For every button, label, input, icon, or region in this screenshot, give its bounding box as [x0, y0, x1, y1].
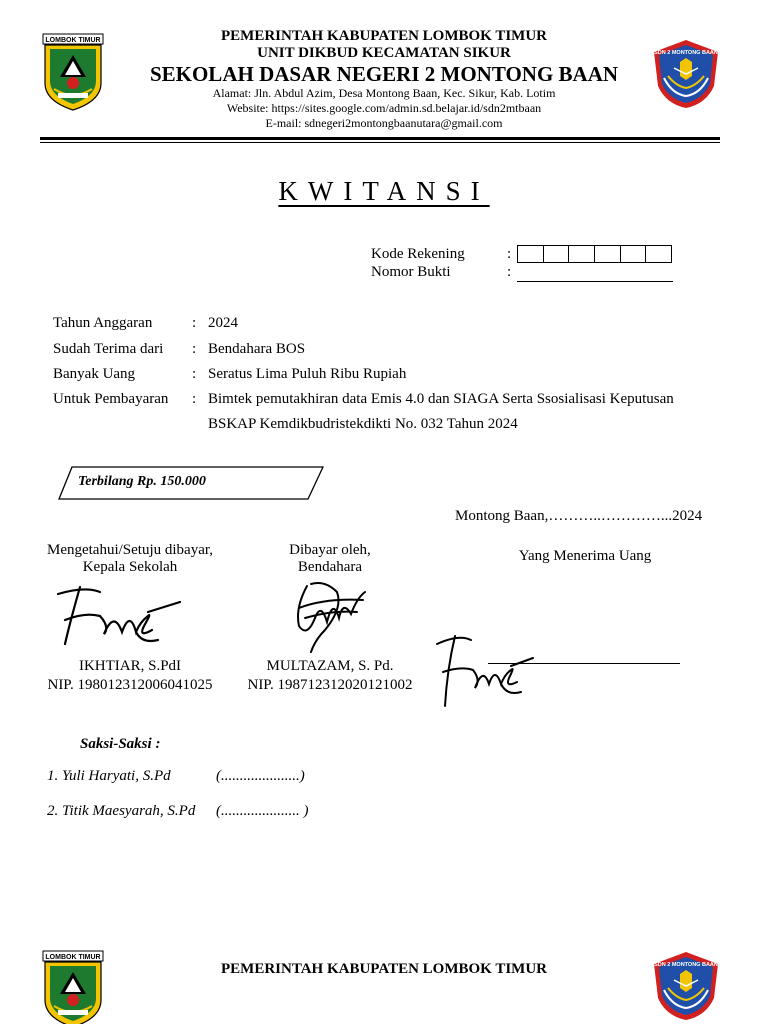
terbilang-box [58, 466, 324, 500]
saksi-title: Saksi-Saksi : [80, 736, 161, 752]
header-rule-thick [40, 137, 720, 140]
field-colon: : [192, 366, 197, 382]
place-date: Montong Baan,………..…………...2024 [455, 508, 703, 524]
kode-rekening-boxes[interactable] [517, 245, 672, 263]
nomor-bukti-colon: : [507, 264, 512, 280]
bendahara-line1: Dibayar oleh, [289, 542, 371, 558]
kepala-line2: Kepala Sekolah [82, 559, 178, 575]
saksi-name-1: 1. Yuli Haryati, S.Pd [47, 768, 171, 784]
kepala-line1: Mengetahui/Setuju dibayar, [46, 542, 214, 558]
nomor-bukti-label: Nomor Bukti [371, 264, 451, 280]
penerima-sign-line [488, 663, 680, 664]
school-logo-footer [650, 950, 722, 1022]
school-logo [650, 38, 722, 110]
untuk-pembayaran-label: Untuk Pembayaran [53, 391, 169, 407]
sudah-terima-label: Sudah Terima dari [53, 341, 164, 357]
untuk-pembayaran-value: Bimtek pemutakhiran data Emis 4.0 dan SIAGA Serta Ssosialisasi Keputusan [208, 391, 674, 407]
school-email: E-mail: sdnegeri2montongbaanutara@gmail.com [265, 116, 503, 130]
header-rule-thin [40, 142, 720, 143]
bendahara-line2: Bendahara [297, 559, 363, 575]
field-colon: : [192, 341, 197, 357]
bendahara-signature [285, 578, 375, 663]
lombok-timur-logo [42, 33, 104, 111]
saksi-sign-1: (.....................) [216, 768, 305, 784]
field-colon: : [192, 391, 197, 407]
banyak-uang-label: Banyak Uang [53, 366, 136, 382]
nomor-bukti-line[interactable] [517, 281, 673, 282]
school-name: SEKOLAH DASAR NEGERI 2 MONTONG BAAN [149, 62, 619, 86]
saksi-sign-2: (..................... ) [216, 803, 309, 819]
school-address: Alamat: Jln. Abdul Azim, Desa Montong Baan, Kec. Sikur, Kab. Lotim [212, 86, 556, 100]
svg-text:SDN 2 MONTONG BAAN: SDN 2 MONTONG BAAN [654, 50, 718, 56]
lombok-timur-logo-footer [42, 950, 104, 1024]
terbilang-text: Terbilang Rp. 150.000 [78, 474, 206, 489]
document-title: KWITANSI [278, 176, 490, 206]
school-website: Website: https://sites.google.com/admin.sd.belajar.id/sdn2mtbaan [226, 101, 542, 115]
kepala-signature [40, 582, 190, 659]
unit-name: UNIT DIKBUD KECAMATAN SIKUR [257, 45, 511, 61]
tahun-anggaran-label: Tahun Anggaran [53, 315, 153, 331]
banyak-uang-value: Seratus Lima Puluh Ribu Rupiah [208, 366, 407, 382]
svg-text:LOMBOK TIMUR: LOMBOK TIMUR [45, 37, 101, 44]
kode-rekening-label: Kode Rekening [371, 246, 465, 262]
tahun-anggaran-value: 2024 [208, 315, 238, 331]
gov-name: PEMERINTAH KABUPATEN LOMBOK TIMUR [221, 28, 547, 44]
field-colon: : [192, 315, 197, 331]
penerima-line1: Yang Menerima Uang [518, 548, 652, 564]
saksi-name-2: 2. Titik Maesyarah, S.Pd [47, 803, 196, 819]
kode-rekening-colon: : [507, 246, 512, 262]
svg-text:LOMBOK TIMUR: LOMBOK TIMUR [45, 954, 101, 961]
kepala-nip: NIP. 198012312006041025 [47, 677, 213, 693]
footer-gov-name: PEMERINTAH KABUPATEN LOMBOK TIMUR [221, 961, 547, 977]
bendahara-nip: NIP. 198712312020121002 [247, 677, 413, 693]
bendahara-name: MULTAZAM, S. Pd. [266, 658, 394, 674]
untuk-pembayaran-value-line2: BSKAP Kemdikbudristekdikti No. 032 Tahun 2024 [208, 416, 518, 432]
sudah-terima-value: Bendahara BOS [208, 341, 306, 357]
svg-text:SDN 2 MONTONG BAAN: SDN 2 MONTONG BAAN [654, 962, 718, 968]
penerima-signature [425, 630, 535, 717]
kepala-name: IKHTIAR, S.PdI [78, 658, 182, 674]
